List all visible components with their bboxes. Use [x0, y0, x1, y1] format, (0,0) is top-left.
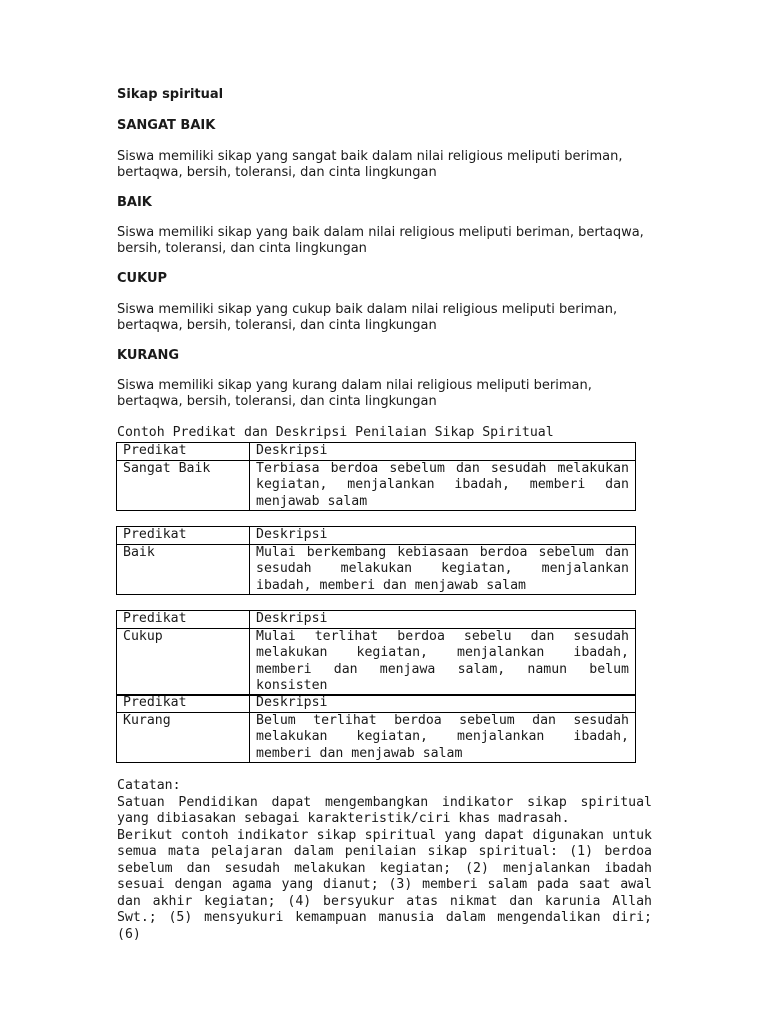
predikat-cell: Kurang	[117, 712, 250, 763]
header-predikat: Predikat	[117, 443, 250, 461]
header-predikat: Predikat	[117, 611, 250, 629]
header-deskripsi: Deskripsi	[250, 443, 636, 461]
category-description-kurang: Siswa memiliki sikap yang kurang dalam nilai religious meliputi beriman, bertaqwa, bersih, toleransi, dan cinta lingkungan	[117, 378, 592, 409]
header-deskripsi: Deskripsi	[250, 695, 636, 713]
deskripsi-cell: Mulai berkembang kebiasaan berdoa sebelum dan sesudah melakukan kegiatan, menjalankan ibadah, memberi dan menjawab salam	[250, 544, 636, 595]
category-description-baik: Siswa memiliki sikap yang baik dalam nilai religious meliputi beriman, bertaqwa, bersih, toleransi, dan cinta lingkungan	[117, 225, 644, 256]
table-row	[117, 712, 636, 763]
table-header-row	[117, 611, 636, 629]
section-title: Sikap spiritual	[117, 87, 224, 102]
predikat-table-cukup	[116, 610, 636, 696]
predikat-table-baik	[116, 526, 636, 595]
notes-paragraph-1: Satuan Pendidikan dapat mengembangkan indikator sikap spiritual yang dibiasakan sebagai karakteristik/ciri khas madrasah.	[117, 794, 652, 826]
table-caption: Contoh Predikat dan Deskripsi Penilaian Sikap Spiritual	[117, 425, 554, 440]
header-deskripsi: Deskripsi	[250, 611, 636, 629]
table-row	[117, 544, 636, 595]
table-row	[117, 628, 636, 695]
table-header-row	[117, 443, 636, 461]
predikat-table-sangat-baik	[116, 442, 636, 511]
table-header-row	[117, 695, 636, 713]
table-row	[117, 460, 636, 511]
category-heading-cukup: CUKUP	[117, 271, 168, 286]
deskripsi-cell: Mulai terlihat berdoa sebelu dan sesudah melakukan kegiatan, menjalankan ibadah, memberi dan menjawa salam, namun belum konsisten	[250, 628, 636, 695]
category-description-cukup: Siswa memiliki sikap yang cukup baik dalam nilai religious meliputi beriman, bertaqwa, bersih, toleransi, dan cinta lingkungan	[117, 302, 618, 333]
predikat-cell: Baik	[117, 544, 250, 595]
category-heading-sangat-baik: SANGAT BAIK	[117, 118, 216, 133]
predikat-cell: Sangat Baik	[117, 460, 250, 511]
notes-paragraph-2: Berikut contoh indikator sikap spiritual yang dapat digunakan untuk semua mata pelajaran dalam penilaian sikap spiritual: (1) berdoa sebelum dan sesudah melakukan kegiatan; (2) menjalankan ibadah sesuai dengan agama yang dianut; (3) memberi salam pada saat awal dan akhir kegiatan; (4) bersyukur atas nikmat dan karunia Allah Swt.; (5) mensyukuri kemampuan manusia dalam mengendalikan diri; (6)	[117, 827, 652, 942]
table-header-row	[117, 527, 636, 545]
deskripsi-cell: Terbiasa berdoa sebelum dan sesudah melakukan kegiatan, menjalankan ibadah, memberi dan menjawab salam	[250, 460, 636, 511]
category-heading-baik: BAIK	[117, 195, 152, 210]
category-heading-kurang: KURANG	[117, 348, 180, 363]
predikat-table-kurang	[116, 694, 636, 763]
header-predikat: Predikat	[117, 527, 250, 545]
deskripsi-cell: Belum terlihat berdoa sebelum dan sesudah melakukan kegiatan, menjalankan ibadah, memberi dan menjawab salam	[250, 712, 636, 763]
header-deskripsi: Deskripsi	[250, 527, 636, 545]
category-description-sangat-baik: Siswa memiliki sikap yang sangat baik dalam nilai religious meliputi beriman, bertaqwa, bersih, toleransi, dan cinta lingkungan	[117, 149, 623, 180]
header-predikat: Predikat	[117, 695, 250, 713]
notes-label: Catatan:	[117, 778, 181, 793]
predikat-cell: Cukup	[117, 628, 250, 695]
notes-section	[117, 778, 652, 943]
